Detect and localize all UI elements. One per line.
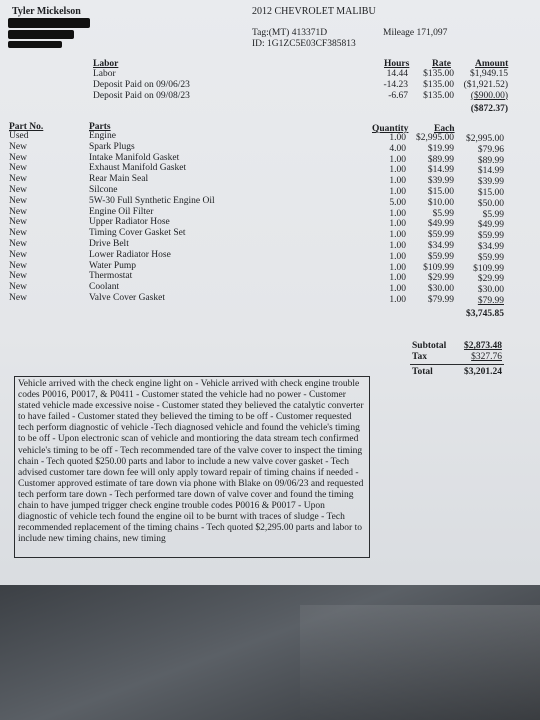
part-amount: $59.99 bbox=[477, 252, 504, 263]
redacted-city bbox=[8, 30, 74, 39]
part-quantity: 1.00 bbox=[389, 208, 406, 219]
part-amount: $59.99 bbox=[477, 231, 504, 242]
part-quantity: 1.00 bbox=[389, 294, 406, 305]
part-condition: New bbox=[9, 195, 27, 206]
part-each-price: $59.99 bbox=[427, 230, 454, 241]
part-quantity: 1.00 bbox=[389, 230, 406, 241]
labor-desc: Labor bbox=[93, 69, 116, 79]
part-each-price: $10.00 bbox=[427, 197, 454, 208]
part-condition: Used bbox=[9, 131, 29, 141]
part-each-price: $34.99 bbox=[427, 240, 454, 251]
part-each-price: $19.99 bbox=[427, 143, 454, 154]
labor-hours-header: Hours bbox=[384, 59, 410, 69]
service-notes: Vehicle arrived with the check engine light on - Vehicle arrived with check engine trouble codes P0016, P0017, & P0411 - Customer stated the vehicle had no power - Customer stated vehicle made excessive noise - Customer stated they believed the catalytic converter to have failed - Customer stated they believed the timing to be off - Customer requested tech perform diagnostic of vehicle -Tech diagnosed vehicle and found the vehicle's timing to be off - Upon electronic scan of vehicle and montioring the data stream tech confirmed vehicle's timing to be off - Tech recommended tare of the valve cover to inspect the timing chain - Tech quoted $250.00 parts and labor to include a new valve cover gasket - Tech advised customer tare down fee will only apply toward repair of timing chains if needed - Customer approved estimate of tare down via phone with Blake on 09/06/23 and requested tech perform tare down - Tech performed tare down of valve cover and found the timing chain to have jumped trigger check engine trouble codes P0016 & P0017 - Upon diagnostic of vehicle tech found the engine oil to be burnt with traces of sludge - Tech recommended replacement of the timing chains - Tech quoted $2,295.00 parts and labor to include new timing chains, new timing bbox=[14, 376, 370, 558]
part-name: Engine Oil Filter bbox=[89, 206, 154, 217]
total-divider bbox=[410, 364, 504, 365]
total-value: $3,201.24 bbox=[464, 367, 502, 377]
part-each-price: $29.99 bbox=[427, 273, 454, 284]
part-quantity: 1.00 bbox=[389, 219, 406, 230]
part-amount: $30.00 bbox=[477, 285, 504, 296]
tax-label: Tax bbox=[412, 352, 427, 362]
vehicle-id: ID: 1G1ZC5E03CF385813 bbox=[252, 39, 356, 49]
part-amount: $29.99 bbox=[477, 274, 504, 285]
part-name: Exhaust Manifold Gasket bbox=[89, 163, 187, 174]
labor-amount: ($900.00) bbox=[470, 90, 508, 101]
parts-header: Parts bbox=[89, 122, 111, 132]
part-condition: New bbox=[9, 292, 27, 303]
part-amount: $14.99 bbox=[477, 166, 504, 177]
part-condition: New bbox=[9, 141, 27, 152]
part-quantity: 4.00 bbox=[389, 143, 406, 154]
background-surface bbox=[0, 585, 540, 720]
labor-desc: Deposit Paid on 09/06/23 bbox=[93, 79, 190, 90]
part-condition: New bbox=[9, 163, 27, 174]
part-condition: New bbox=[9, 206, 27, 217]
labor-desc-column bbox=[93, 69, 190, 101]
part-quantity: 1.00 bbox=[389, 284, 406, 295]
part-quantity: 1.00 bbox=[389, 251, 406, 262]
part-condition: New bbox=[9, 184, 27, 195]
part-amount: $79.99 bbox=[477, 295, 504, 306]
part-each-column bbox=[408, 133, 454, 306]
part-condition: New bbox=[9, 152, 27, 163]
labor-rate: $135.00 bbox=[423, 69, 454, 79]
part-name: 5W-30 Full Synthetic Engine Oil bbox=[89, 195, 215, 206]
part-qty-column bbox=[372, 133, 406, 306]
part-condition: New bbox=[9, 271, 27, 282]
labor-amount: ($1,921.52) bbox=[463, 79, 508, 90]
part-condition: New bbox=[9, 249, 27, 260]
labor-hours-column bbox=[370, 69, 408, 101]
labor-rate-column bbox=[412, 69, 454, 101]
labor-total: ($872.37) bbox=[470, 104, 508, 114]
part-name-column bbox=[89, 131, 215, 304]
labor-rate: $135.00 bbox=[423, 90, 454, 101]
part-amount: $49.99 bbox=[477, 220, 504, 231]
part-no-header: Part No. bbox=[9, 122, 44, 132]
part-quantity: 1.00 bbox=[389, 165, 406, 176]
subtotal-label: Subtotal bbox=[412, 341, 447, 351]
part-quantity: 5.00 bbox=[389, 197, 406, 208]
redacted-phone bbox=[8, 41, 62, 48]
labor-hours: 14.44 bbox=[386, 69, 408, 79]
part-quantity: 1.00 bbox=[389, 240, 406, 251]
part-amount: $89.99 bbox=[477, 155, 504, 166]
part-name: Rear Main Seal bbox=[89, 174, 149, 185]
labor-amount: $1,949.15 bbox=[470, 69, 508, 79]
total-label: Total bbox=[412, 367, 433, 377]
part-each-price: $89.99 bbox=[427, 154, 454, 165]
part-condition: New bbox=[9, 217, 27, 228]
part-amount: $39.99 bbox=[477, 177, 504, 188]
part-each-price: $2,995.00 bbox=[416, 133, 454, 143]
part-each-price: $109.99 bbox=[423, 262, 454, 273]
part-amount: $34.99 bbox=[477, 241, 504, 252]
labor-hours: -6.67 bbox=[388, 90, 408, 101]
part-each-price: $49.99 bbox=[427, 219, 454, 230]
part-name: Silcone bbox=[89, 184, 118, 195]
part-condition: New bbox=[9, 260, 27, 271]
each-header: Each bbox=[434, 124, 455, 134]
part-quantity: 1.00 bbox=[389, 176, 406, 187]
part-each-price: $30.00 bbox=[427, 284, 454, 295]
part-name: Water Pump bbox=[89, 260, 136, 271]
part-amount: $109.99 bbox=[473, 263, 504, 274]
vehicle-mileage: Mileage 171,097 bbox=[383, 28, 448, 38]
labor-desc: Deposit Paid on 09/08/23 bbox=[93, 90, 190, 101]
part-name: Engine bbox=[89, 131, 116, 141]
part-amount: $50.00 bbox=[477, 198, 504, 209]
labor-amount-header: Amount bbox=[475, 59, 509, 69]
part-quantity: 1.00 bbox=[389, 133, 406, 143]
part-amount: $15.00 bbox=[477, 187, 504, 198]
part-name: Drive Belt bbox=[89, 238, 129, 249]
part-name: Valve Cover Gasket bbox=[89, 292, 165, 303]
vehicle-tag: Tag:(MT) 413371D bbox=[252, 28, 328, 38]
part-amount-column bbox=[456, 134, 504, 307]
subtotal-value: $2,873.48 bbox=[464, 341, 502, 351]
part-quantity: 1.00 bbox=[389, 154, 406, 165]
part-condition-column bbox=[9, 131, 29, 304]
part-amount: $2,995.00 bbox=[466, 134, 504, 144]
part-each-price: $15.00 bbox=[427, 186, 454, 197]
part-condition: New bbox=[9, 174, 27, 185]
part-name: Upper Radiator Hose bbox=[89, 217, 170, 228]
vehicle-title: 2012 CHEVROLET MALIBU bbox=[252, 6, 376, 17]
part-quantity: 1.00 bbox=[389, 186, 406, 197]
part-each-price: $59.99 bbox=[427, 251, 454, 262]
customer-name: Tyler Mickelson bbox=[12, 6, 81, 17]
surface-sheen bbox=[300, 605, 540, 720]
quantity-header: Quantity bbox=[372, 124, 409, 134]
part-quantity: 1.00 bbox=[389, 262, 406, 273]
part-name: Intake Manifold Gasket bbox=[89, 152, 180, 163]
part-condition: New bbox=[9, 238, 27, 249]
part-each-price: $14.99 bbox=[427, 165, 454, 176]
part-name: Coolant bbox=[89, 282, 120, 293]
labor-rate: $135.00 bbox=[423, 79, 454, 90]
part-each-price: $79.99 bbox=[427, 294, 454, 305]
tax-value: $327.76 bbox=[471, 352, 502, 362]
labor-heading: Labor bbox=[93, 59, 119, 69]
labor-hours: -14.23 bbox=[383, 79, 408, 90]
parts-total: $3,745.85 bbox=[466, 309, 504, 319]
part-each-price: $5.99 bbox=[432, 208, 454, 219]
labor-amount-column bbox=[456, 69, 508, 101]
part-amount: $79.96 bbox=[477, 144, 504, 155]
redacted-address bbox=[8, 18, 90, 28]
part-name: Lower Radiator Hose bbox=[89, 249, 171, 260]
labor-rate-header: Rate bbox=[432, 59, 451, 69]
part-quantity: 1.00 bbox=[389, 273, 406, 284]
part-condition: New bbox=[9, 282, 27, 293]
part-name: Timing Cover Gasket Set bbox=[89, 228, 186, 239]
part-name: Thermostat bbox=[89, 271, 133, 282]
part-amount: $5.99 bbox=[482, 209, 504, 220]
part-name: Spark Plugs bbox=[89, 141, 135, 152]
part-condition: New bbox=[9, 228, 27, 239]
part-each-price: $39.99 bbox=[427, 176, 454, 187]
